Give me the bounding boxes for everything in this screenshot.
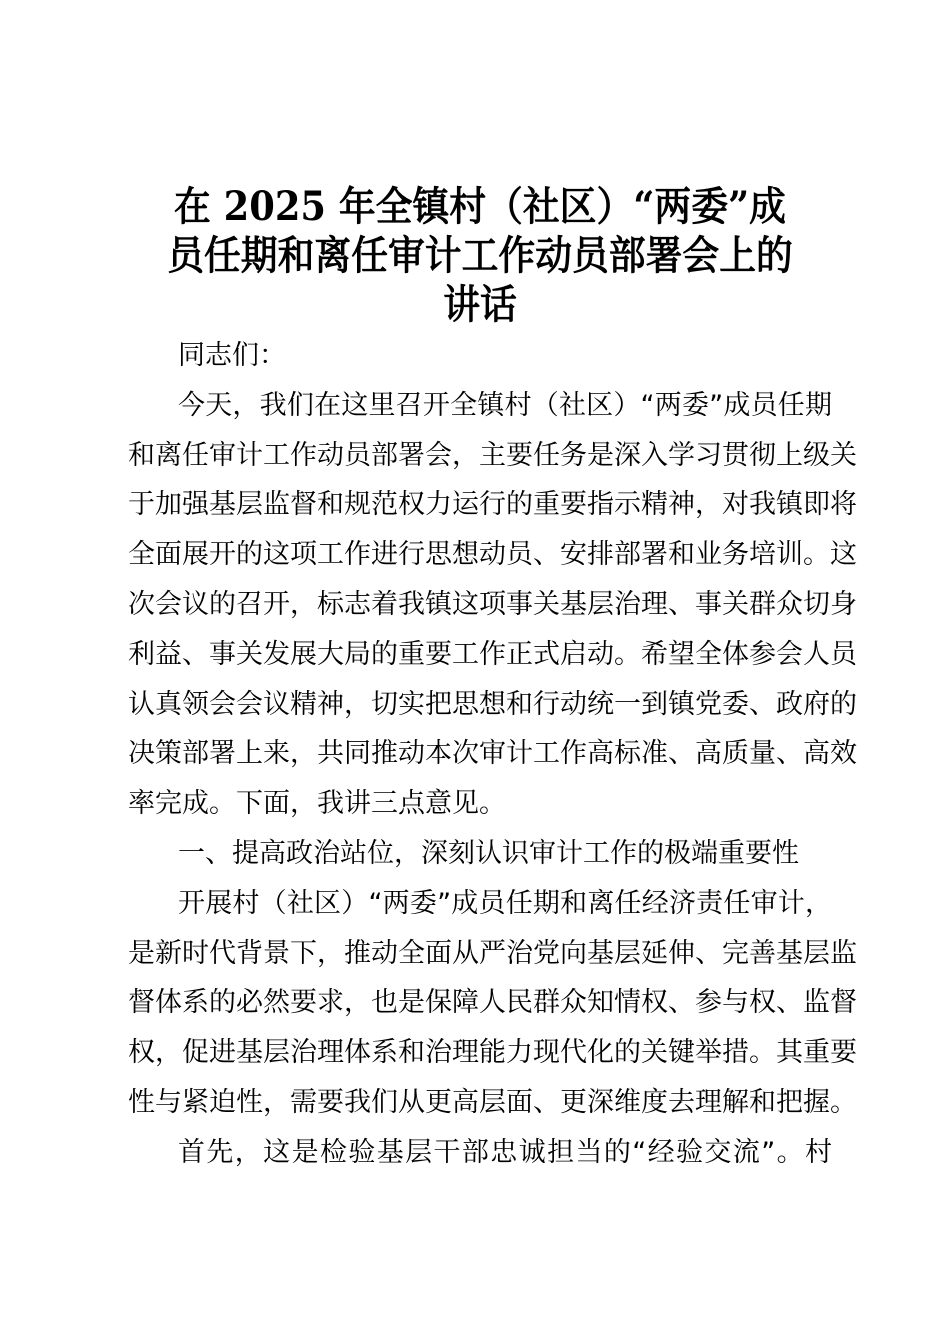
paragraph-line: 是新时代背景下，推动全面从严治党向基层延伸、完善基层监 (128, 937, 857, 969)
paragraph-line: 开展村（社区）“两委”成员任期和离任经济责任审计， (178, 887, 832, 919)
title-line: 在 2025 年全镇村（社区）“两委”成 (173, 183, 786, 230)
paragraph-line: 于加强基层监督和规范权力运行的重要指示精神，对我镇即将 (128, 489, 857, 521)
paragraph-line: 权，促进基层治理体系和治理能力现代化的关键举措。其重要 (128, 1037, 857, 1069)
paragraph-line: 利益、事关发展大局的重要工作正式启动。希望全体参会人员 (128, 638, 857, 670)
title-line: 员任期和离任审计工作动员部署会上的 (167, 232, 793, 279)
paragraph-line: 次会议的召开，标志着我镇这项事关基层治理、事关群众切身 (128, 588, 857, 620)
document-title (149, 182, 811, 329)
title-line: 讲话 (443, 281, 517, 328)
section-heading: 一、提高政治站位，深刻认识审计工作的极端重要性 (178, 837, 799, 869)
salutation: 同志们： (178, 340, 286, 371)
paragraph-line: 认真领会会议精神，切实把思想和行动统一到镇党委、政府的 (128, 688, 857, 720)
paragraph-line: 全面展开的这项工作进行思想动员、安排部署和业务培训。这 (128, 539, 857, 571)
paragraph-line: 首先，这是检验基层干部忠诚担当的“经验交流”。村 (178, 1136, 832, 1168)
paragraph-line: 今天，我们在这里召开全镇村（社区）“两委”成员任期 (178, 389, 832, 421)
paragraph-line: 率完成。下面，我讲三点意见。 (128, 788, 506, 820)
paragraph-line: 性与紧迫性，需要我们从更高层面、更深维度去理解和把握。 (128, 1086, 857, 1118)
paragraph-line: 督体系的必然要求，也是保障人民群众知情权、参与权、监督 (128, 987, 857, 1019)
document-body (128, 331, 857, 1178)
paragraph-line: 和离任审计工作动员部署会，主要任务是深入学习贯彻上级关 (128, 439, 857, 471)
paragraph-line: 决策部署上来，共同推动本次审计工作高标准、高质量、高效 (128, 738, 857, 770)
